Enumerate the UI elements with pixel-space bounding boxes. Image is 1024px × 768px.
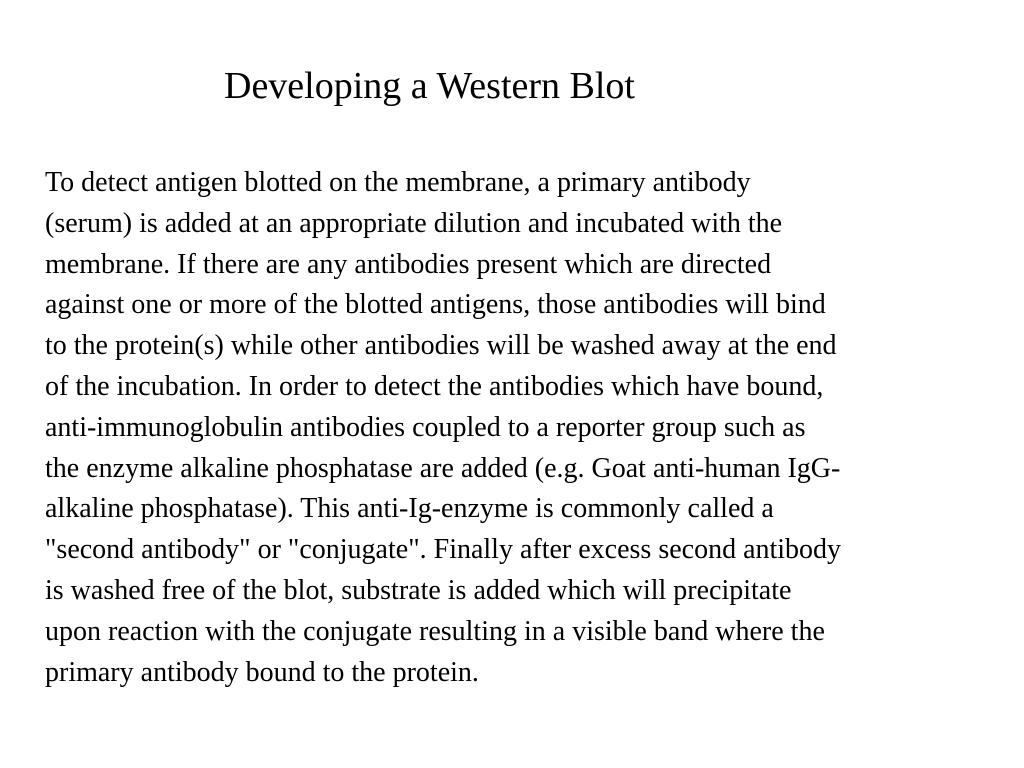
body-line: against one or more of the blotted antigens, those antibodies will bind: [45, 289, 826, 321]
body-line: of the incubation. In order to detect the antibodies which have bound,: [45, 370, 824, 402]
body-line: "second antibody" or "conjugate". Finally after excess second antibody: [45, 534, 842, 566]
body-line: To detect antigen blotted on the membrane, a primary antibody: [45, 167, 751, 198]
body-paragraph: [45, 163, 1024, 693]
body-line: alkaline phosphatase). This anti-Ig-enzyme is commonly called a: [45, 493, 774, 525]
body-line: (serum) is added at an appropriate dilution and incubated with the: [45, 207, 783, 239]
body-line: is washed free of the blot, substrate is added which will precipitate: [45, 574, 792, 606]
body-line: to the protein(s) while other antibodies will be washed away at the end: [45, 330, 837, 362]
body-line: primary antibody bound to the protein.: [45, 656, 479, 688]
body-line: the enzyme alkaline phosphatase are added (e.g. Goat anti-human IgG-: [45, 452, 841, 484]
slide-title: Developing a Western Blot: [224, 65, 635, 107]
body-line: membrane. If there are any antibodies present which are directed: [45, 248, 772, 280]
body-line: upon reaction with the conjugate resulting in a visible band where the: [45, 615, 825, 647]
body-line: anti-immunoglobulin antibodies coupled to a reporter group such as: [45, 411, 806, 443]
